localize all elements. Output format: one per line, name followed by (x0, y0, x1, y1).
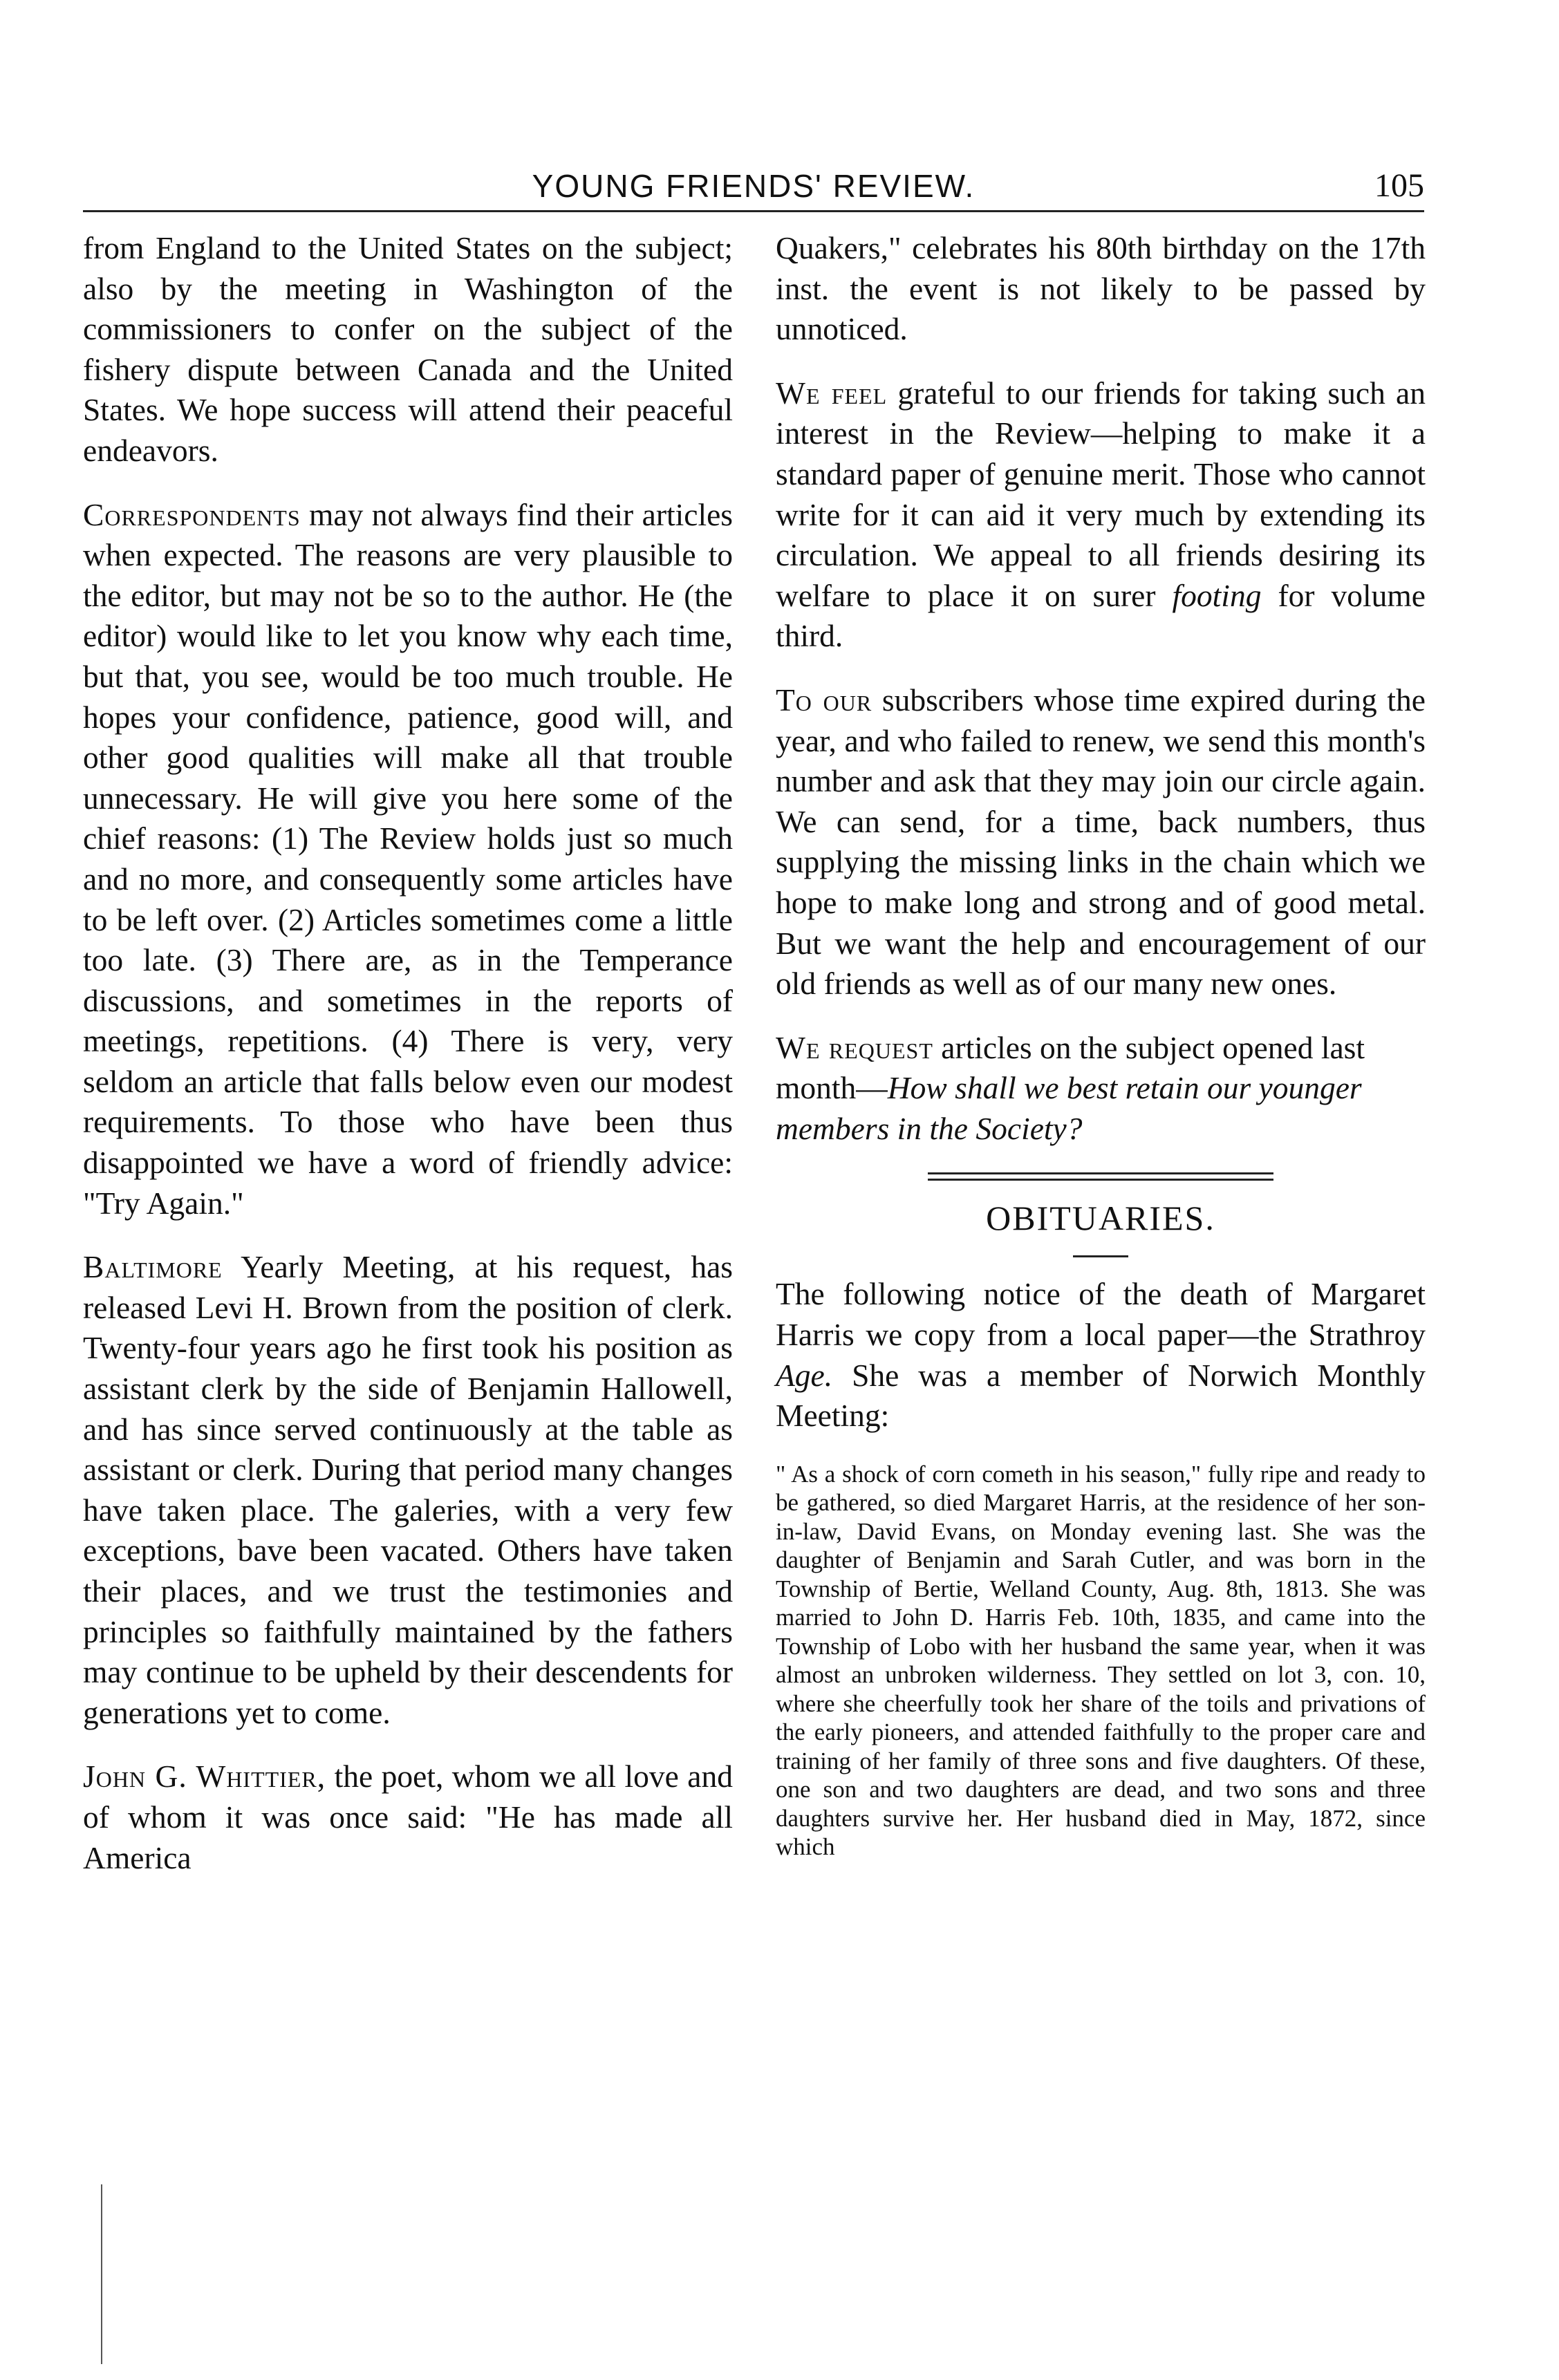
lead-word: Correspondents (83, 496, 301, 532)
running-header (83, 165, 1424, 207)
lead-word: Baltimore (83, 1249, 223, 1285)
paragraph-subscribers (776, 680, 1426, 1004)
paragraph-obituary-intro (776, 1274, 1426, 1436)
italic-text: How shall we best retain our younger members in the Society? (776, 1070, 1362, 1146)
journal-title: YOUNG FRIENDS' REVIEW. (532, 168, 975, 204)
left-column (83, 228, 733, 1902)
paragraph-text: Quakers," celebrates his 80th birthday on the 17th inst. the event is not likely to be passed by unnoticed. (776, 230, 1426, 347)
lead-word: John G. Whittier, (83, 1759, 326, 1795)
lead-word: We request (776, 1029, 933, 1065)
italic-text: footing (1172, 577, 1262, 613)
italic-text: Age. (776, 1357, 833, 1393)
section-heading: OBITUARIES. (986, 1199, 1215, 1238)
margin-mark (101, 2184, 102, 2364)
paragraph-text: for volume third. (776, 577, 1426, 654)
paragraph-we-feel (776, 373, 1426, 657)
lead-word: We feel (776, 375, 888, 411)
paragraph-whittier (83, 1756, 733, 1878)
paragraph-we-request (776, 1028, 1426, 1150)
paragraph-text: the poet, whom we all love and of whom it was once said: "He has made all America (83, 1759, 733, 1875)
paragraph-quakers (776, 228, 1426, 350)
paragraph-text: She was a member of Norwich Monthly Meeting: (776, 1357, 1426, 1434)
double-rule (928, 1172, 1273, 1181)
short-rule (1073, 1255, 1128, 1257)
paragraph-text: from England to the United States on the subject; also by the meeting in Washington of the commissioners to confer on the subject of the fishery dispute between Canada and the United States. We hope success will attend their peaceful endeavors. (83, 230, 733, 468)
paragraph-text: The following notice of the death of Margaret Harris we copy from a local paper—the Strathroy (776, 1276, 1426, 1353)
paragraph-correspondents (83, 495, 733, 1224)
obituary-quote: " As a shock of corn cometh in his season," fully ripe and ready to be gathered, so died Margaret Harris, at the residence of her son-in-law, David Evans, on Monday evening last. She was the daughter of Benjamin and Sarah Cutler, and was born in the Township of Bertie, Welland County, Aug. 8th, 1813. She was married to John D. Harris Feb. 10th, 1835, and came into the Township of Lobo with her husband the same year, when it was almost an unbroken wilderness. They settled on lot 3, con. 10, where she cheerfully took her share of the toils and privations of the early pioneers, and attended faithfully to the proper care and training of her family of three sons and five daughters. Of these, one son and two daughters are dead, and two sons and three daughters survive her. Her husband died in May, 1872, since which (776, 1460, 1426, 1861)
lead-word: To our (776, 682, 872, 718)
paragraph-text: subscribers whose time expired during the year, and who failed to renew, we send this month's number and ask that they may join our circle again. We can send, for a time, back numbers, thus supplying the missing links in the chain which we hope to make long and strong and of good metal. But we want the help and encouragement of our old friends as well as of our many new ones. (776, 682, 1426, 1002)
paragraph-text: articles on the subject opened last month— (776, 1029, 1365, 1106)
paragraph-baltimore (83, 1247, 733, 1733)
paragraph-text: may not always find their articles when expected. The reasons are very plausible to the editor, but may not be so to the author. He (the editor) would like to let you know why each time, but that, you see, would be too much trouble. He hopes your confidence, patience, good will, and other good qualities will make all that trouble unnecessary. He will give you here some of the chief reasons: (1) The Review holds just so much and no more, and consequently some articles have to be left over. (2) Articles sometimes come a little too late. (3) There are, as in the Temperance discussions, and sometimes in the reports of meetings, repetitions. (4) There is very, very seldom an article that falls below even our modest requirements. To those who have been thus disappointed we have a word of friendly advice: "Try Again." (83, 496, 733, 1221)
right-column (776, 228, 1426, 1885)
paragraph-fishery (83, 228, 733, 471)
paragraph-text: grateful to our friends for taking such an interest in the Review—helping to make it a standard paper of genuine merit. Those who cannot write for it can aid it very much by extending its circulation. We appeal to all friends desiring its welfare to place it on surer (776, 375, 1426, 613)
header-rule (83, 210, 1424, 212)
page-number: 105 (1374, 167, 1424, 204)
paragraph-text: Yearly Meeting, at his request, has released Levi H. Brown from the position of clerk. Twenty-four years ago he first took his position as assistant clerk by the side of Benjamin Hallowell, and has since served continuously at the table as assistant or clerk. During that period many changes have taken place. The galeries, with a very few exceptions, bave been vacated. Others have taken their places, and we trust the testimonies and principles so faithfully maintained by the fathers may continue to be upheld by their descendents for generations yet to come. (83, 1249, 733, 1730)
